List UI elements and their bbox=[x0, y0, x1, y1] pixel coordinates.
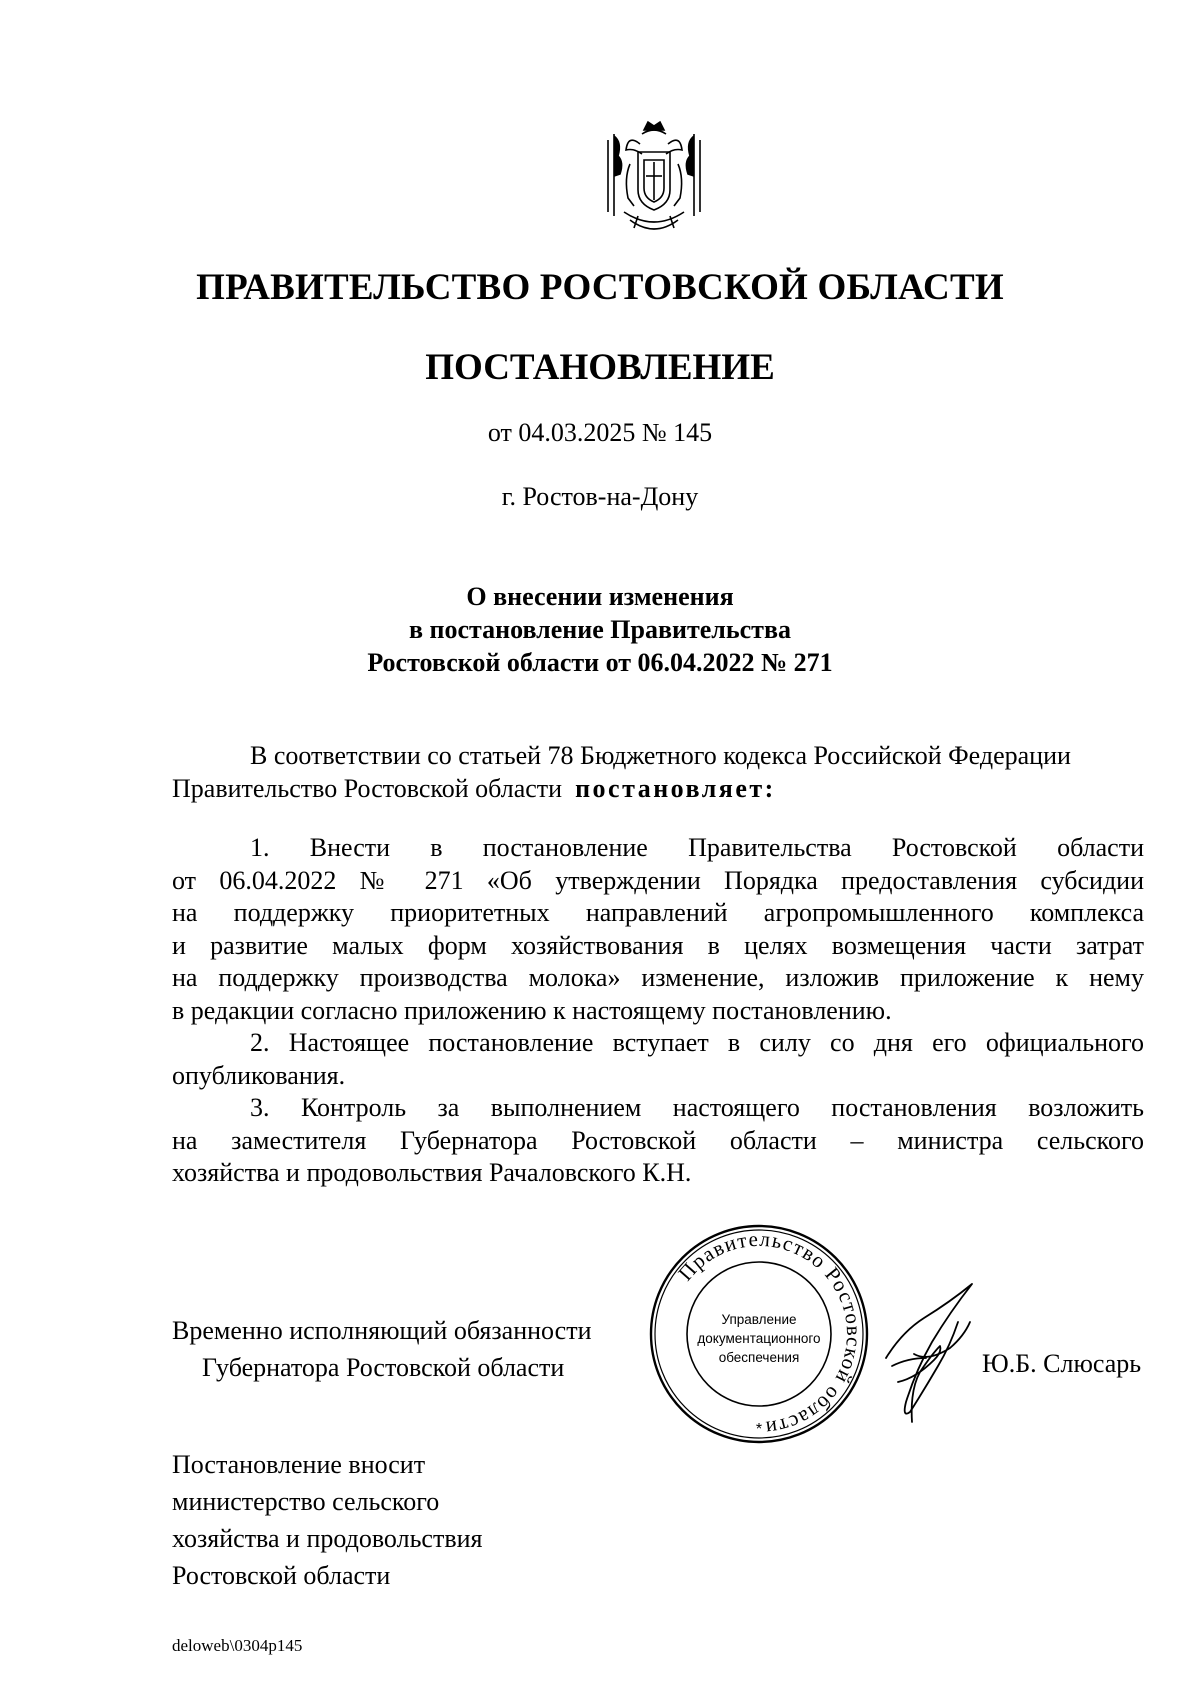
item-line: опубликования. bbox=[172, 1060, 346, 1090]
subject-line: Ростовской области от 06.04.2022 № 271 bbox=[367, 648, 833, 677]
stamp-center-line: документационного bbox=[697, 1331, 821, 1346]
item-line: 1. Внести в постановление Правительства Ростовской области bbox=[250, 833, 1144, 862]
introduced-by-line: Постановление вносит bbox=[172, 1450, 426, 1479]
introduced-by bbox=[172, 1446, 482, 1594]
item-line: 3. Контроль за выполнением настоящего постановления возложить bbox=[250, 1093, 1144, 1122]
preamble-government: Правительство Ростовской области bbox=[172, 773, 563, 803]
item-line: на поддержку производства молока» изменение, изложив приложение к нему bbox=[172, 963, 1144, 992]
signatory-position-line: Временно исполняющий обязанности bbox=[172, 1316, 592, 1345]
introduced-by-line: Ростовской области bbox=[172, 1561, 391, 1590]
subject-line: О внесении изменения bbox=[466, 582, 734, 611]
item-line: в редакции согласно приложению к настоящему постановлению. bbox=[172, 995, 892, 1025]
item-line: от 06.04.2022 № 271 «Об утверждении Порядка предоставления субсидии bbox=[172, 865, 1144, 895]
document-file-code: deloweb\0304p145 bbox=[172, 1636, 303, 1655]
item-line: на поддержку приоритетных направлений агропромышленного комплекса bbox=[172, 898, 1144, 927]
stamp-star: * bbox=[755, 1421, 763, 1438]
stamp-center-line: Управление bbox=[721, 1312, 797, 1327]
document-number-date: от 04.03.2025 № 145 bbox=[487, 418, 713, 447]
official-stamp bbox=[647, 1222, 871, 1446]
preamble-line: В соответствии со статьей 78 Бюджетного кодекса Российской Федерации bbox=[250, 741, 1071, 770]
introduced-by-line: хозяйства и продовольствия bbox=[172, 1524, 483, 1553]
signatory-position-line: Губернатора Ростовской области bbox=[202, 1353, 565, 1382]
item-line: и развитие малых форм хозяйствования в целях возмещения части затрат bbox=[172, 930, 1144, 960]
preamble-line bbox=[172, 773, 1144, 806]
item-line: хозяйства и продовольствия Рачаловского К.Н. bbox=[172, 1158, 692, 1187]
preamble-paragraph bbox=[172, 740, 1144, 805]
document-place: г. Ростов-на-Дону bbox=[501, 482, 699, 511]
resolution-items bbox=[172, 832, 1144, 1190]
item-line: 2. Настоящее постановление вступает в силу со дня его официального bbox=[250, 1028, 1144, 1057]
document-subject bbox=[0, 580, 1200, 679]
signatory-name: Ю.Б. Слюсарь bbox=[982, 1349, 1142, 1378]
organization-title: ПРАВИТЕЛЬСТВО РОСТОВСКОЙ ОБЛАСТИ bbox=[196, 267, 1004, 308]
signatory-position bbox=[172, 1312, 592, 1386]
coat-of-arms-icon bbox=[604, 116, 704, 240]
preamble-resolves: постановляет: bbox=[575, 773, 776, 803]
introduced-by-line: министерство сельского bbox=[172, 1487, 440, 1516]
item-line: на заместителя Губернатора Ростовской области – министра сельского bbox=[172, 1125, 1144, 1155]
stamp-center-line: обеспечения bbox=[718, 1350, 800, 1365]
stamp-ring-text: Правительство Ростовской области bbox=[673, 1226, 867, 1441]
subject-line: в постановление Правительства bbox=[408, 615, 791, 644]
handwritten-signature bbox=[880, 1262, 980, 1432]
document-type: ПОСТАНОВЛЕНИЕ bbox=[425, 347, 775, 388]
